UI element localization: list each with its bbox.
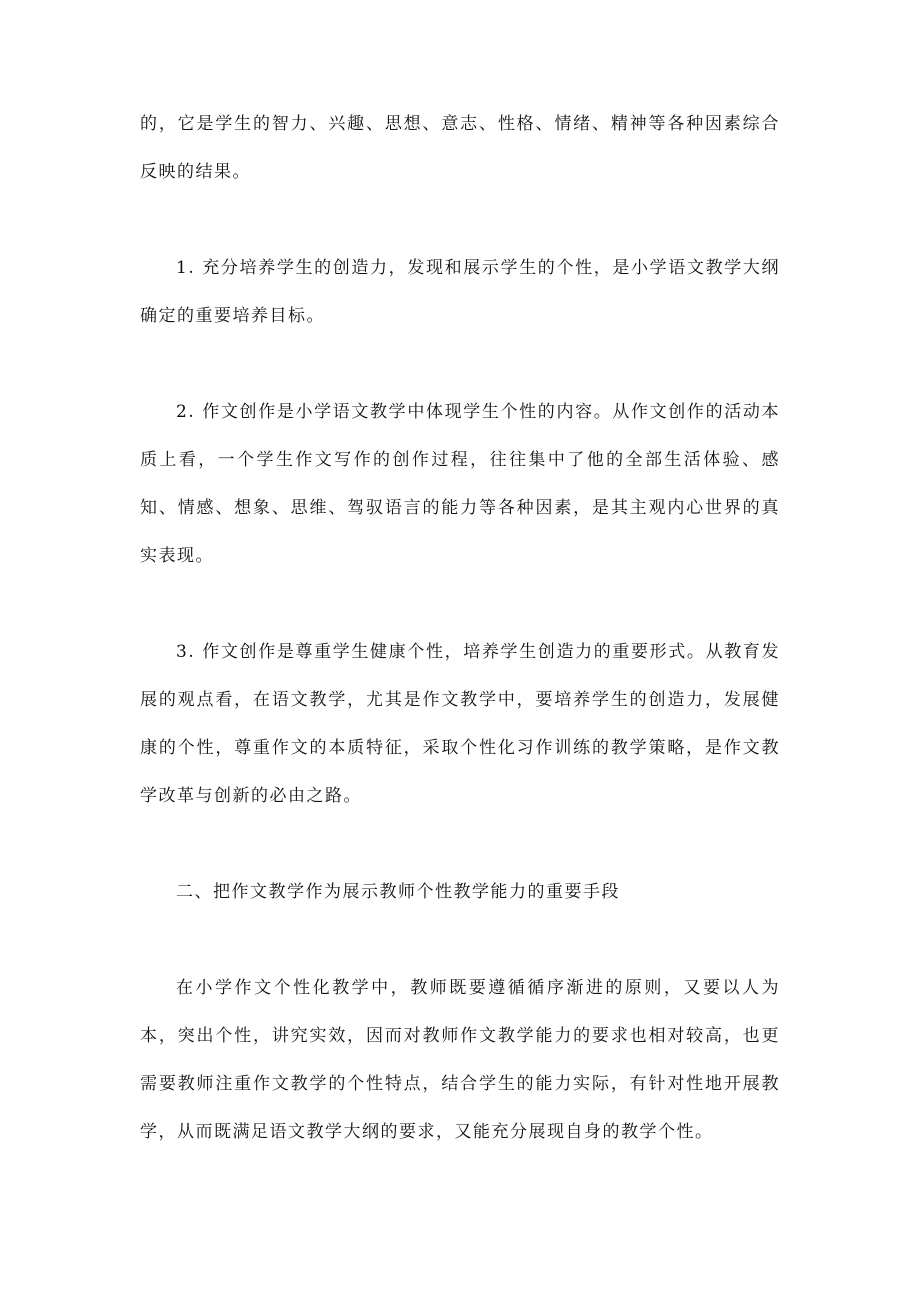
paragraph-point-1: 1. 充分培养学生的创造力，发现和展示学生的个性，是小学语文教学大纲确定的重要培养目标。 — [140, 258, 780, 326]
paragraph-continuation: 的，它是学生的智力、兴趣、思想、意志、性格、情绪、精神等各种因素综合反映的结果。 — [140, 114, 780, 182]
paragraph-point-2: 2. 作文创作是小学语文教学中体现学生个性的内容。从作文创作的活动本质上看，一个学生作文写作的创作过程，往往集中了他的全部生活体验、感知、情感、想象、思维、驾驭语言的能力等各种因素，是其主观内心世界的真实表现。 — [140, 402, 780, 566]
section-heading: 二、把作文教学作为展示教师个性教学能力的重要手段 — [176, 882, 620, 902]
paragraph-point-3: 3. 作文创作是尊重学生健康个性，培养学生创造力的重要形式。从教育发展的观点看，在语文教学，尤其是作文教学中，要培养学生的创造力，发展健康的个性，尊重作文的本质特征，采取个性化习作训练的教学策略，是作文教学改革与创新的必由之路。 — [140, 642, 780, 806]
paragraph-section-body: 在小学作文个性化教学中，教师既要遵循循序渐进的原则，又要以人为本，突出个性，讲究实效，因而对教师作文教学能力的要求也相对较高，也更需要教师注重作文教学的个性特点，结合学生的能力实际，有针对性地开展教学，从而既满足语文教学大纲的要求，又能充分展现自身的教学个性。 — [140, 978, 780, 1142]
